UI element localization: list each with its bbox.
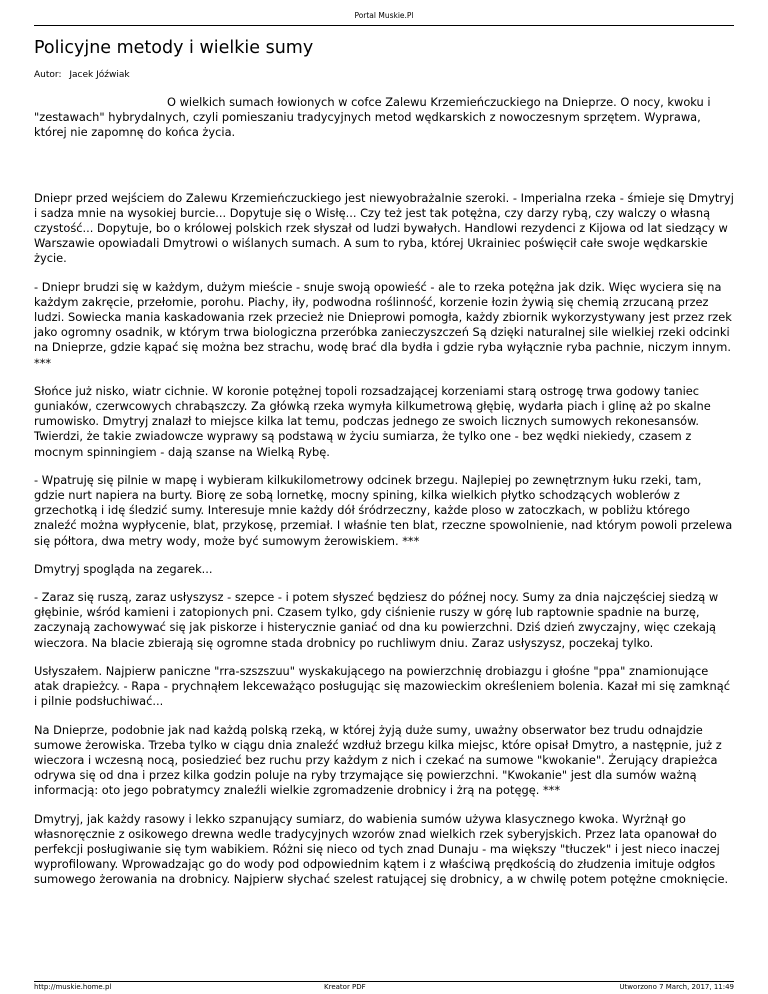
article-paragraph: - Zaraz się ruszą, zaraz usłyszysz - szepce - i potem słyszeć będziesz do późnej nocy. Sumy za dnia najczęściej siedzą w głębinie, wśród kamieni i zatopionych pni. Czasem tylko, gdy ciśnienie ruszy w górę lub raptownie spadnie na burzę, zaczynają zachowywać się jak piskorze i histerycznie ganiać od dna ku powierzchni. Dziś dzień zwyczajny, więc czekają wieczora. Na blacie zbierają się ogromne stada drobnicy po ruchliwym dniu. Zaraz usłyszysz, poczekaj tylko.	[34, 590, 719, 650]
article-body	[34, 95, 734, 901]
footer-creator: Kreator PDF	[324, 983, 366, 991]
article-paragraph: - Dniepr brudzi się w każdym, dużym mieście - snuje swoją opowieść - ale to rzeka potężna jak dzik. Więc wyciera się na każdym zakręcie, przełomie, porohu. Piachy, iły, podwodna roślinność, korzenie łozin żywią się chemią zrzucaną przez ludzi. Sowiecka mania kaskadowania rzek przecież nie Dnieprowi pomogła, każdy zbiornik wykorzystywany jest przez rzek jako ogromny osadnik, w którym trwa biologiczna przeróbka zanieczyszczeń Są dzięki naturalnej sile wielkiej rzeki odcinki na Dnieprze, gdzie kąpać się można bez strachu, wodę brać dla bydła i gdzie ryba wyłącznie ryba pachnie, niczym innym. ***	[34, 279, 732, 370]
article-paragraph: Dniepr przed wejściem do Zalewu Krzemieńczuckiego jest niewyobrażalnie szeroki. - Imperialna rzeka - śmieje się Dmytryj i sadza mnie na wysokiej burcie... Dopytuje się o Wisłę... Czy też jest tak potężna, czy darzy rybą, czy walczy o własną czystość... Dopytuje, bo o królowej polskich rzek słyszał od ludzi bywałych. Handlowi rezydenci z Kijowa od lat siedzący w Warszawie opowiadali Dmytrowi o wiślanych sumach. A sum to ryba, której Ukrainiec poświęcił całe swoje wędkarskie życie.	[34, 190, 734, 266]
article-paragraph: Na Dnieprze, podobnie jak nad każdą polską rzeką, w której żyją duże sumy, uważny obserwator bez trudu odnajdzie sumowe żerowiska. Trzeba tylko w ciągu dnia znaleźć wzdłuż brzegu kilka miejsc, które opisał Dmytro, a następnie, już z wieczora i wczesną nocą, posiedzieć bez ruchu przy każdym z nich i czekać na sumowe "kwokanie". Żerujący drapieżca odrywa się od dna i przez kilka godzin poluje na ryby trzymające się powierzchni. "Kwokanie" jest dla sumów ważną informacją: oto jego pobratymcy znaleźli wielkie zgromadzenie drobnicy i żrą na potęgę. ***	[34, 722, 722, 798]
header-rule	[34, 25, 734, 26]
author-label: Autor:	[34, 70, 62, 80]
page-header: Portal Muskie.Pl	[354, 11, 414, 20]
article-lead: O wielkich sumach łowionych w cofce Zalewu Krzemieńczuckiego na Dnieprze. O nocy, kwoku i "zestawach" hybrydalnych, czyli pomieszaniu tradycyjnych metod wędkarskich z nowoczesnym sprzętem. Wyprawa, której nie zapomnę do końca życia.	[34, 95, 711, 140]
footer-rule	[34, 981, 734, 982]
article-title: Policyjne metody i wielkie sumy	[34, 38, 314, 58]
footer-url-link[interactable]: http://muskie.home.pl	[34, 983, 112, 991]
footer-created-date: Utworzono 7 March, 2017, 11:49	[619, 983, 734, 991]
article-paragraph: - Wpatruję się pilnie w mapę i wybieram kilkukilometrowy odcinek brzegu. Najlepiej po zewnętrznym łuku rzeki, tam, gdzie nurt napiera na burty. Biorę ze sobą lornetkę, mocny spining, kilka wielkich płytko schodzących woblerów z grzechotką i idę śledzić sumy. Interesuje mnie każdy dół śródrzeczny, każde ploso w zatoczkach, w pobliżu którego znaleźć można wypłycenie, blat, przykosę, przemiał. I właśnie ten blat, rzeczne spowolnienie, nad którym powoli przelewa się półtora, dwa metry wody, może być sumowym żerowiskiem. ***	[34, 472, 733, 548]
author-name: Jacek Jóźwiak	[69, 70, 130, 80]
author-line	[34, 69, 130, 81]
article-paragraph: Dmytryj, jak każdy rasowy i lekko szpanujący sumiarz, do wabienia sumów używa klasycznego kwoka. Wyrżnął go własnoręcznie z osikowego drewna wedle tradycyjnych wzorów znad wielkich rzek syberyjskich. Przez lata opanował do perfekcji posługiwanie się tym wabikiem. Różni się nieco od tych znad Dunaju - ma większy "tłuczek" i jest nieco inaczej wyprofilowany. Wprowadzając go do wody pod odpowiednim kątem i z właściwą prędkością do złudzenia imituje odgłos sumowego żerowania na drobnicy. Najpierw słychać szelest ratującej się drobnicy, a w chwilę potem potężne cmoknięcie.	[34, 811, 729, 887]
article-paragraph: Słońce już nisko, wiatr cichnie. W koronie potężnej topoli rozsadzającej korzeniami starą ostrogę trwa godowy taniec guniaków, czerwcowych chrabąszczy. Za główką rzeka wymyła kilkumetrową głębię, wydarła piach i glinę aż po skalne rumowisko. Dmytryj znalazł to miejsce kilka lat temu, podczas jednego ze swoich licznych sumowych rekonesansów. Twierdzi, że takie zwiadowcze wyprawy są podstawą w życiu sumiarza, że tylko one - bez wędki niekiedy, czasem z mocnym spinningiem - dają szanse na Wielką Rybę.	[34, 383, 711, 459]
article-paragraph: Usłyszałem. Najpierw paniczne "rra-szszszuu" wyskakującego na powierzchnię drobiazgu i głośne "ppa" znamionujące atak drapieżcy. - Rapa - prychnąłem lekceważąco posługując się mazowieckim określeniem bolenia. Kazał mi się zamknąć i pilnie podsłuchiwać...	[34, 663, 730, 709]
article-paragraph: Dmytryj spogląda na zegarek...	[34, 561, 213, 576]
